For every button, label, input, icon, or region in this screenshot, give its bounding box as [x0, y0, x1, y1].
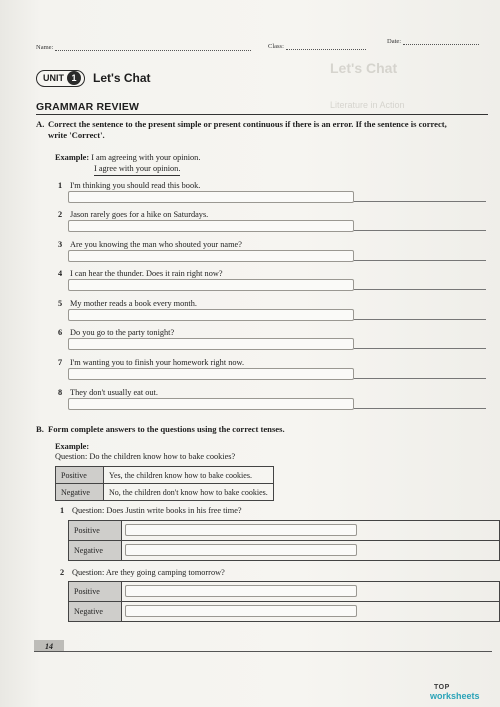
answer-input[interactable]: [68, 368, 354, 380]
section-a-letter: A.: [36, 119, 45, 129]
negative-label: Negative: [69, 602, 122, 622]
answer-input[interactable]: [68, 338, 354, 350]
date-label: Date:: [387, 38, 402, 45]
unit-badge: [36, 70, 85, 87]
exercise-item: [58, 299, 197, 308]
question-number: 1: [60, 506, 65, 515]
answer-input[interactable]: [68, 250, 354, 262]
positive-answer-cell: [121, 521, 499, 541]
item-number: 7: [58, 358, 63, 367]
exercise-item: [58, 181, 200, 190]
answer-table: [68, 581, 500, 622]
unit-header: [36, 68, 496, 88]
positive-row: [56, 467, 274, 484]
answer-input[interactable]: [68, 220, 354, 232]
bleed-through-text: Literature in Action: [330, 100, 405, 110]
section-b-instruction: [36, 424, 285, 435]
section-b-example-question: [55, 452, 235, 462]
answer-input[interactable]: [68, 398, 354, 410]
section-b-letter: B.: [36, 424, 44, 434]
negative-answer-input[interactable]: [125, 544, 357, 556]
answer-line: [354, 289, 486, 290]
negative-answer-cell: [121, 541, 499, 561]
item-text: My mother reads a book every month.: [70, 299, 197, 308]
answer-table: [68, 520, 500, 561]
question-number: 2: [60, 568, 65, 577]
unit-word: UNIT: [43, 73, 64, 83]
class-field[interactable]: [268, 43, 366, 50]
item-text: I'm thinking you should read this book.: [70, 181, 201, 190]
item-number: 1: [58, 181, 63, 190]
example-label: Example:: [55, 442, 90, 451]
answer-input[interactable]: [68, 191, 354, 203]
answer-line: [354, 319, 486, 320]
answer-line: [354, 260, 486, 261]
instruction-line-2: write 'Correct'.: [48, 129, 105, 140]
positive-label: Positive: [56, 467, 104, 484]
item-number: 6: [58, 328, 63, 337]
negative-label: Negative: [56, 484, 104, 501]
unit-title: Let's Chat: [93, 71, 151, 85]
topworksheets-logo: [430, 684, 480, 700]
positive-label: Positive: [69, 582, 122, 602]
item-text: I'm wanting you to finish your homework right now.: [70, 358, 245, 367]
answer-line: [354, 378, 486, 379]
item-text: Do you go to the party tonight?: [70, 328, 175, 337]
exercise-item: [58, 328, 174, 337]
exercise-item: [58, 388, 158, 397]
logo-bottom-text: worksheets: [430, 691, 480, 701]
logo-top-text: TOP: [434, 684, 450, 691]
section-a-instruction: [36, 119, 492, 140]
answer-line: [354, 408, 486, 409]
example-question: Question: Do the children know how to bake cookies?: [55, 452, 236, 461]
item-text: They don't usually eat out.: [70, 388, 158, 397]
positive-answer-input[interactable]: [125, 585, 357, 597]
example-label: Example:: [55, 153, 90, 162]
heading-rule: [36, 114, 488, 115]
positive-answer-input[interactable]: [125, 524, 357, 536]
item-number: 3: [58, 240, 63, 249]
page-number: 14: [34, 640, 64, 652]
answer-line: [354, 348, 486, 349]
section-a-example: [55, 153, 200, 163]
unit-number: 1: [67, 71, 81, 85]
name-label: Name:: [36, 44, 54, 51]
negative-row: [56, 484, 274, 501]
answer-input[interactable]: [68, 309, 354, 321]
instruction-line-1: Correct the sentence to the present simple or present continuous if there is an error. If the sentence is correct,: [48, 119, 447, 129]
section-heading: GRAMMAR REVIEW: [36, 101, 140, 113]
question-text: Question: Are they going camping tomorrow?: [72, 568, 225, 577]
exercise-item: [58, 269, 223, 278]
negative-answer-input[interactable]: [125, 605, 357, 617]
example-negative-answer: No, the children don't know how to bake cookies.: [104, 484, 274, 501]
exercise-item: [58, 358, 244, 367]
section-b-example: [55, 442, 89, 452]
example-positive-answer: Yes, the children know how to bake cookies.: [104, 467, 274, 484]
item-text: Jason rarely goes for a hike on Saturdays.: [70, 210, 209, 219]
negative-answer-cell: [121, 602, 499, 622]
positive-label: Positive: [69, 521, 122, 541]
bleed-through-text: Let's Chat: [330, 60, 398, 76]
class-label: Class:: [268, 43, 284, 50]
item-text: I can hear the thunder. Does it rain right now?: [70, 269, 223, 278]
example-answer: I agree with your opinion.: [94, 164, 180, 176]
date-field[interactable]: [387, 38, 479, 45]
item-number: 8: [58, 388, 63, 397]
item-number: 5: [58, 299, 63, 308]
name-field[interactable]: [36, 44, 251, 51]
exercise-item: [58, 240, 242, 249]
example-answer-table: [55, 466, 274, 501]
positive-answer-cell: [121, 582, 499, 602]
answer-input[interactable]: [68, 279, 354, 291]
question-item: [60, 568, 225, 577]
item-text: Are you knowing the man who shouted your name?: [70, 240, 242, 249]
question-item: [60, 506, 242, 515]
question-text: Question: Does Justin write books in his free time?: [72, 506, 242, 515]
item-number: 2: [58, 210, 63, 219]
answer-line: [354, 230, 486, 231]
negative-label: Negative: [69, 541, 122, 561]
section-b-instruction-text: Form complete answers to the questions using the correct tenses.: [48, 424, 285, 434]
item-number: 4: [58, 269, 63, 278]
example-sentence: I am agreeing with your opinion.: [91, 153, 201, 162]
exercise-item: [58, 210, 208, 219]
section-a-example-answer: [94, 164, 180, 176]
answer-line: [354, 201, 486, 202]
footer-rule: [34, 651, 492, 652]
